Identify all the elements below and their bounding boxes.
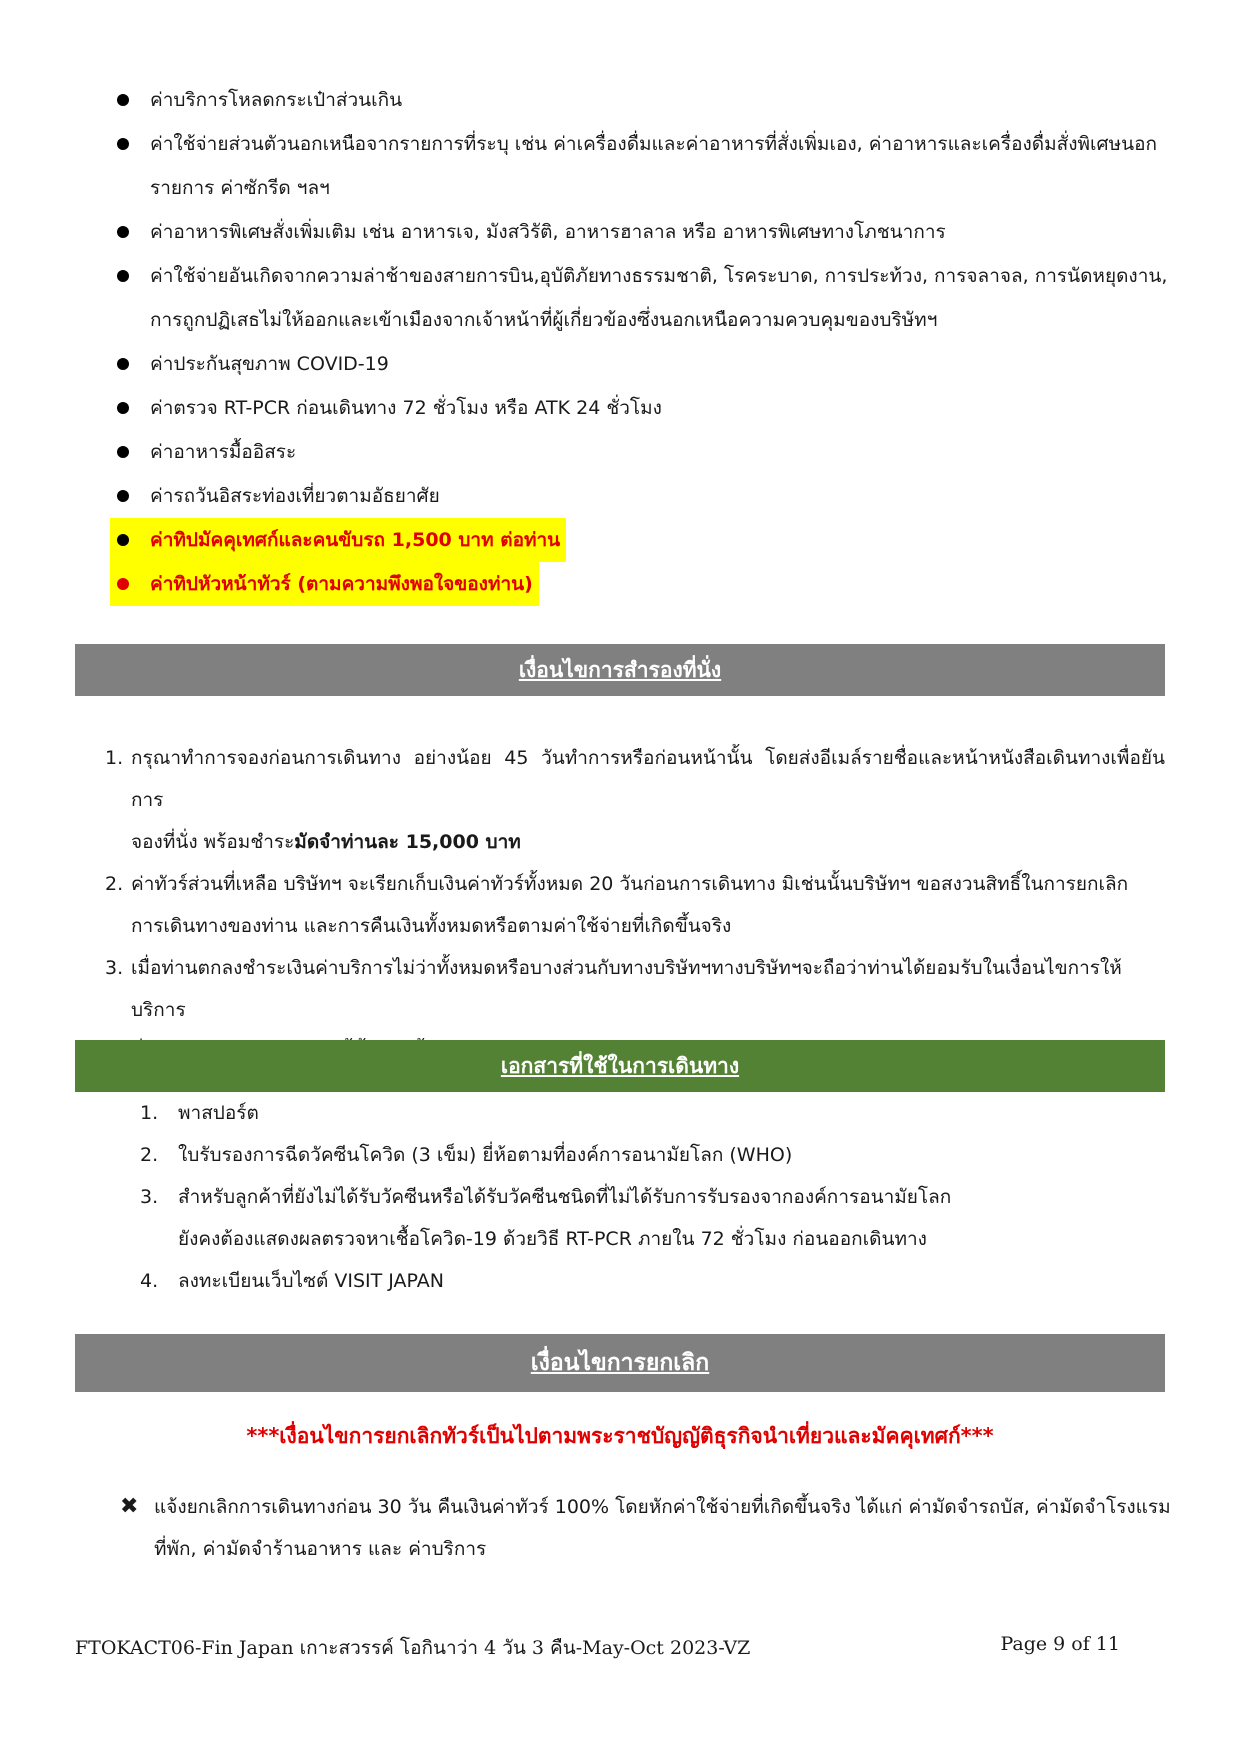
cancellation-item: ✖ แจ้งยกเลิกการเดินทางก่อน 30 วัน คืนเงินค่าทัวร์ 100% โดยหักค่าใช้จ่ายที่เกิดขึ้นจริง ได้แก่ ค่ามัดจำรถบัส, ค่ามัดจำโรงแรม ที่พัก, ค่ามัดจำร้านอาหาร และ ค่าบริการ xyxy=(120,1486,1199,1570)
bullet-icon xyxy=(117,94,129,106)
list-item: 3. เมื่อท่านตกลงชำระเงินค่าบริการไม่ว่าทั้งหมดหรือบางส่วนกับทางบริษัทฯทางบริษัทฯจะถือว่าท่านได้ยอมรับในเงื่อนไขการให้บริการ xyxy=(105,957,1122,1021)
page-number: Page 9 of 11 xyxy=(1000,1633,1120,1655)
document-code: FTOKACT06-Fin Japan เกาะสวรรค์ โอกินาว่า 4 วัน 3 คืน-May-Oct 2023-VZ xyxy=(75,1637,751,1659)
bullet-icon xyxy=(117,402,129,414)
list-item: ค่าใช้จ่ายอันเกิดจากความล่าช้าของสายการบิน,อุบัติภัยทางธรรมชาติ, โรคระบาด, การประท้วง, การจลาจล, การนัดหยุดงาน, การถูกปฏิเสธไม่ให้ออกและเข้าเมืองจากเจ้าหน้าที่ผู้เกี่ยวข้องซึ่งนอกเหนือความควบคุมของบริษัทฯ xyxy=(110,254,1170,342)
list-item: ค่าอาหารพิเศษสั่งเพิ่มเติม เช่น อาหารเจ, มังสวิรัติ, อาหารฮาลาล หรือ อาหารพิเศษทางโภชนาการ xyxy=(110,210,1170,254)
cancellation-heading: เงื่อนไขการยกเลิก xyxy=(75,1334,1165,1392)
bullet-icon xyxy=(117,138,129,150)
exclusions-list xyxy=(110,78,1170,606)
bullet-icon xyxy=(117,358,129,370)
bullet-icon xyxy=(117,534,129,546)
highlighted-items xyxy=(110,518,1170,606)
list-item: 3. สำหรับลูกค้าที่ยังไม่ได้รับวัคซีนหรือได้รับวัคซีนชนิดที่ไม่ได้รับการรับรองจากองค์การอนามัยโลก ยังคงต้องแสดงผลตรวจหาเชื้อโควิด-19 ด้วยวิธี RT-PCR ภายใน 72 ชั่วโมง ก่อนออกเดินทาง xyxy=(140,1186,952,1250)
bullet-icon xyxy=(117,226,129,238)
list-item: ค่ารถวันอิสระท่องเที่ยวตามอัธยาศัย xyxy=(110,474,1170,518)
booking-conditions-heading: เงื่อนไขการสำรองที่นั่ง xyxy=(75,644,1165,696)
booking-conditions-list xyxy=(105,737,1165,1073)
list-item: ค่าประกันสุขภาพ COVID-19 xyxy=(110,342,1170,386)
red-bullet-icon xyxy=(117,578,129,590)
list-item: ค่าอาหารมื้ออิสระ xyxy=(110,430,1170,474)
list-item: 4. ลงทะเบียนเว็บไซต์ VISIT JAPAN xyxy=(140,1270,445,1292)
list-item: ค่าใช้จ่ายส่วนตัวนอกเหนือจากรายการที่ระบุ เช่น ค่าเครื่องดื่มและค่าอาหารที่สั่งเพิ่มเอง, ค่าอาหารและเครื่องดื่มสั่งพิเศษนอก รายการ ค่าซักรีด ฯลฯ xyxy=(110,122,1170,210)
highlighted-list-item: ค่าทิปมัคคุเทศก์และคนขับรถ 1,500 บาท ต่อท่าน xyxy=(110,518,566,562)
list-item: 2. ค่าทัวร์ส่วนที่เหลือ บริษัทฯ จะเรียกเก็บเงินค่าทัวร์ทั้งหมด 20 วันก่อนการเดินทาง มิเช่นนั้นบริษัทฯ ขอสงวนสิทธิ์ในการยกเลิก การเดินทางของท่าน และการคืนเงินทั้งหมดหรือตามค่าใช้จ่ายที่เกิดขึ้นจริง xyxy=(105,873,1129,937)
list-item: 2. ใบรับรองการฉีดวัคซีนโควิด (3 เข็ม) ยี่ห้อตามที่องค์การอนามัยโลก (WHO) xyxy=(140,1144,793,1166)
cross-icon: ✖ xyxy=(120,1494,139,1519)
bullet-icon xyxy=(117,490,129,502)
bullet-icon xyxy=(117,270,129,282)
list-item: 1. กรุณาทำการจองก่อนการเดินทาง อย่างน้อย 45 วันทำการหรือก่อนหน้านั้น โดยส่งอีเมล์รายชื่อและหน้าหนังสือเดินทางเพื่อยันการ จองที่นั่ง พร้อมชำระมัดจำท่านละ 15,000 บาท xyxy=(105,747,1165,853)
cancellation-notice: ***เงื่อนไขการยกเลิกทัวร์เป็นไปตามพระราชบัญญัติธุรกิจนำเที่ยวและมัคคุเทศก์*** xyxy=(246,1424,994,1448)
list-item: ค่าบริการโหลดกระเป๋าส่วนเกิน xyxy=(110,78,1170,122)
list-item: ค่าตรวจ RT-PCR ก่อนเดินทาง 72 ชั่วโมง หรือ ATK 24 ชั่วโมง xyxy=(110,386,1170,430)
list-item: 1. พาสปอร์ต xyxy=(140,1102,259,1124)
highlighted-list-item: ค่าทิปหัวหน้าทัวร์ (ตามความพึงพอใจของท่าน) xyxy=(110,562,539,606)
travel-documents-heading: เอกสารที่ใช้ในการเดินทาง xyxy=(75,1040,1165,1092)
bullet-icon xyxy=(117,446,129,458)
travel-documents-list xyxy=(140,1092,1140,1302)
